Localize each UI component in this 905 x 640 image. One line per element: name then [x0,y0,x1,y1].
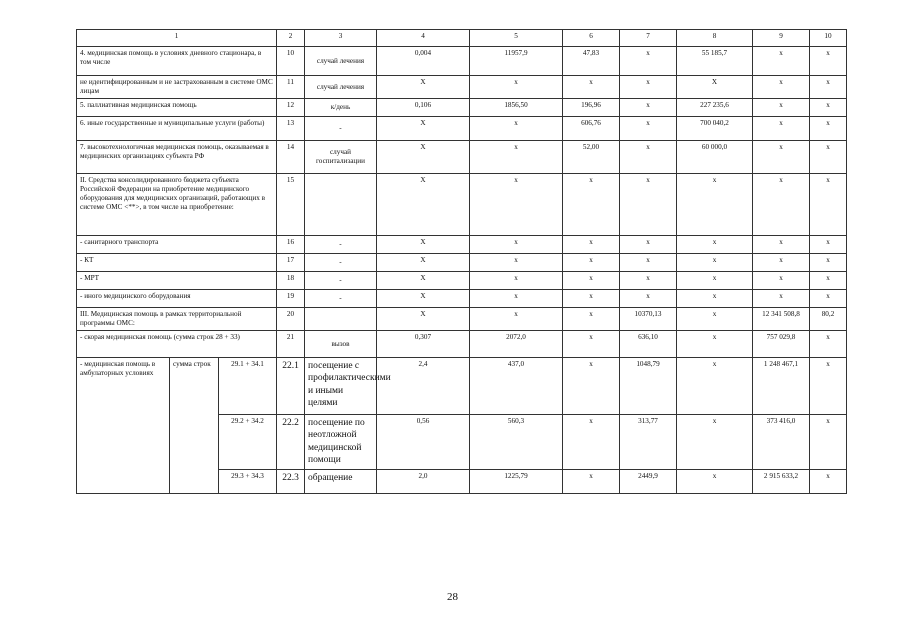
table-row [77,331,847,358]
value-cell: х [563,308,620,331]
value-cell: 2,0 [377,470,470,494]
value-cell: 2449,9 [620,470,677,494]
value-cell: х [810,470,847,494]
header-cell: 3 [305,30,377,47]
line-number-cell: 12 [277,99,305,117]
value-cell: х [753,141,810,174]
value-cell: 1048,79 [620,358,677,415]
value-cell: 2,4 [377,358,470,415]
value-cell: 11957,9 [470,47,563,76]
value-cell: х [620,141,677,174]
value-cell: х [677,174,753,236]
value-cell: 80,2 [810,308,847,331]
value-cell: 437,0 [470,358,563,415]
value-cell: х [470,254,563,272]
line-number-cell: 14 [277,141,305,174]
value-cell: х [620,99,677,117]
value-cell: х [677,415,753,470]
value-cell: х [810,272,847,290]
value-cell: х [810,99,847,117]
line-number-cell: 22.1 [277,358,305,415]
financing-table [76,29,847,494]
value-cell: х [753,272,810,290]
table-row [77,47,847,76]
row-name-cell: не идентифицированным и не застрахованным в системе ОМС лицам [77,76,277,99]
value-cell: Х [377,117,470,141]
formula-cell: 29.1 + 34.1 [219,358,277,415]
value-cell: х [677,290,753,308]
value-cell: 196,96 [563,99,620,117]
page-number: 28 [447,591,458,603]
value-cell: Х [377,76,470,99]
value-cell: 1 248 467,1 [753,358,810,415]
line-number-cell: 17 [277,254,305,272]
unit-cell: случай лечения [305,47,377,76]
line-number-cell: 10 [277,47,305,76]
value-cell: 0,106 [377,99,470,117]
line-number-cell: 18 [277,272,305,290]
table-row [77,290,847,308]
value-cell: х [470,141,563,174]
value-cell: 0,56 [377,415,470,470]
value-cell: х [810,117,847,141]
value-cell: х [620,290,677,308]
value-cell: 12 341 508,8 [753,308,810,331]
value-cell: х [620,174,677,236]
table-row [77,141,847,174]
value-cell: 0,004 [377,47,470,76]
row-name-cell: II. Средства консолидированного бюджета субъекта Российской Федерации на приобретение медицинского оборудования для медицинских организаций, работающих в системе ОМС <**>, в том числе на приобретение: [77,174,277,236]
table-row [77,236,847,254]
value-cell: х [753,76,810,99]
value-cell: х [753,254,810,272]
table-row [77,99,847,117]
value-cell: х [470,308,563,331]
value-cell: х [753,290,810,308]
value-cell: 10370,13 [620,308,677,331]
value-cell: х [810,290,847,308]
unit-cell: случай госпитализации [305,141,377,174]
unit-cell: случай лечения [305,76,377,99]
value-cell: х [810,331,847,358]
unit-cell: - [305,117,377,141]
header-cell: 1 [77,30,277,47]
value-cell: 52,00 [563,141,620,174]
table-row [77,272,847,290]
table-row [77,358,847,415]
unit-cell: обращение [305,470,377,494]
value-cell: Х [377,308,470,331]
value-cell: 2 915 633,2 [753,470,810,494]
line-number-cell: 11 [277,76,305,99]
value-cell: 227 235,6 [677,99,753,117]
formula-cell: 29.2 + 34.2 [219,415,277,470]
value-cell: х [620,272,677,290]
line-number-cell: 22.3 [277,470,305,494]
value-cell: 313,77 [620,415,677,470]
line-number-cell: 16 [277,236,305,254]
value-cell: х [810,141,847,174]
row-name-cell: - МРТ [77,272,277,290]
value-cell: 1856,50 [470,99,563,117]
row-name-cell: 5. паллиативная медицинская помощь [77,99,277,117]
value-cell: х [810,174,847,236]
value-cell: х [753,236,810,254]
value-cell: х [563,415,620,470]
formula-cell: 29.3 + 34.3 [219,470,277,494]
value-cell: х [470,236,563,254]
value-cell: 60 000,0 [677,141,753,174]
value-cell: х [677,254,753,272]
value-cell: х [677,236,753,254]
table-row [77,308,847,331]
value-cell: 636,10 [620,331,677,358]
header-cell: 8 [677,30,753,47]
value-cell: х [563,358,620,415]
value-cell: х [620,236,677,254]
value-cell: х [563,290,620,308]
value-cell: х [677,308,753,331]
sum-label-cell: сумма строк [170,358,219,494]
value-cell: 55 185,7 [677,47,753,76]
value-cell: 606,76 [563,117,620,141]
value-cell: Х [377,141,470,174]
unit-cell: - [305,290,377,308]
value-cell: х [563,236,620,254]
unit-cell [305,308,377,331]
value-cell: 2072,0 [470,331,563,358]
value-cell: х [753,99,810,117]
value-cell: 700 040,2 [677,117,753,141]
value-cell: х [620,117,677,141]
value-cell: 560,3 [470,415,563,470]
header-row [77,30,847,47]
value-cell: х [677,470,753,494]
line-number-cell: 20 [277,308,305,331]
value-cell: Х [377,174,470,236]
value-cell: х [753,174,810,236]
value-cell: х [470,272,563,290]
value-cell: х [563,331,620,358]
line-number-cell: 13 [277,117,305,141]
row-name-cell: 7. высокотехнологичная медицинская помощь, оказываемая в медицинских организациях субъекта РФ [77,141,277,174]
unit-cell [305,174,377,236]
value-cell: х [810,415,847,470]
line-number-cell: 21 [277,331,305,358]
value-cell: Х [377,236,470,254]
value-cell: Х [377,254,470,272]
table-row [77,174,847,236]
line-number-cell: 22.2 [277,415,305,470]
value-cell: х [563,76,620,99]
group-name-cell: - медицинская помощь в амбулаторных условиях [77,358,170,494]
header-cell: 10 [810,30,847,47]
value-cell: х [677,331,753,358]
value-cell: х [753,117,810,141]
value-cell: Х [377,290,470,308]
value-cell: х [810,358,847,415]
table-row [77,117,847,141]
header-cell: 6 [563,30,620,47]
unit-cell: посещение по неотложной медицинской помощи [305,415,377,470]
unit-cell: посещение с профилактическими и иными целями [305,358,377,415]
value-cell: х [470,117,563,141]
value-cell: х [810,236,847,254]
unit-cell: - [305,236,377,254]
line-number-cell: 19 [277,290,305,308]
value-cell: 1225,79 [470,470,563,494]
unit-cell: - [305,272,377,290]
value-cell: х [810,254,847,272]
value-cell: х [620,254,677,272]
row-name-cell: - скорая медицинская помощь (сумма строк 28 + 33) [77,331,277,358]
value-cell: х [470,76,563,99]
table-row [77,76,847,99]
row-name-cell: - санитарного транспорта [77,236,277,254]
value-cell: х [563,254,620,272]
row-name-cell: 6. иные государственные и муниципальные услуги (работы) [77,117,277,141]
value-cell: х [810,76,847,99]
value-cell: 757 029,8 [753,331,810,358]
value-cell: х [753,47,810,76]
value-cell: х [470,174,563,236]
row-name-cell: - КТ [77,254,277,272]
value-cell: 373 416,0 [753,415,810,470]
header-cell: 5 [470,30,563,47]
value-cell: х [810,47,847,76]
value-cell: Х [677,76,753,99]
value-cell: х [677,272,753,290]
value-cell: х [470,290,563,308]
value-cell: Х [377,272,470,290]
row-name-cell: 4. медицинская помощь в условиях дневного стационара, в том числе [77,47,277,76]
value-cell: х [563,272,620,290]
value-cell: х [620,76,677,99]
table-row [77,254,847,272]
header-cell: 4 [377,30,470,47]
value-cell: х [563,174,620,236]
header-cell: 7 [620,30,677,47]
unit-cell: вызов [305,331,377,358]
value-cell: х [677,358,753,415]
line-number-cell: 15 [277,174,305,236]
row-name-cell: - иного медицинского оборудования [77,290,277,308]
value-cell: 0,307 [377,331,470,358]
header-cell: 9 [753,30,810,47]
unit-cell: к/день [305,99,377,117]
row-name-cell: III. Медицинская помощь в рамках территориальной программы ОМС: [77,308,277,331]
unit-cell: - [305,254,377,272]
value-cell: х [563,470,620,494]
value-cell: х [620,47,677,76]
header-cell: 2 [277,30,305,47]
value-cell: 47,83 [563,47,620,76]
